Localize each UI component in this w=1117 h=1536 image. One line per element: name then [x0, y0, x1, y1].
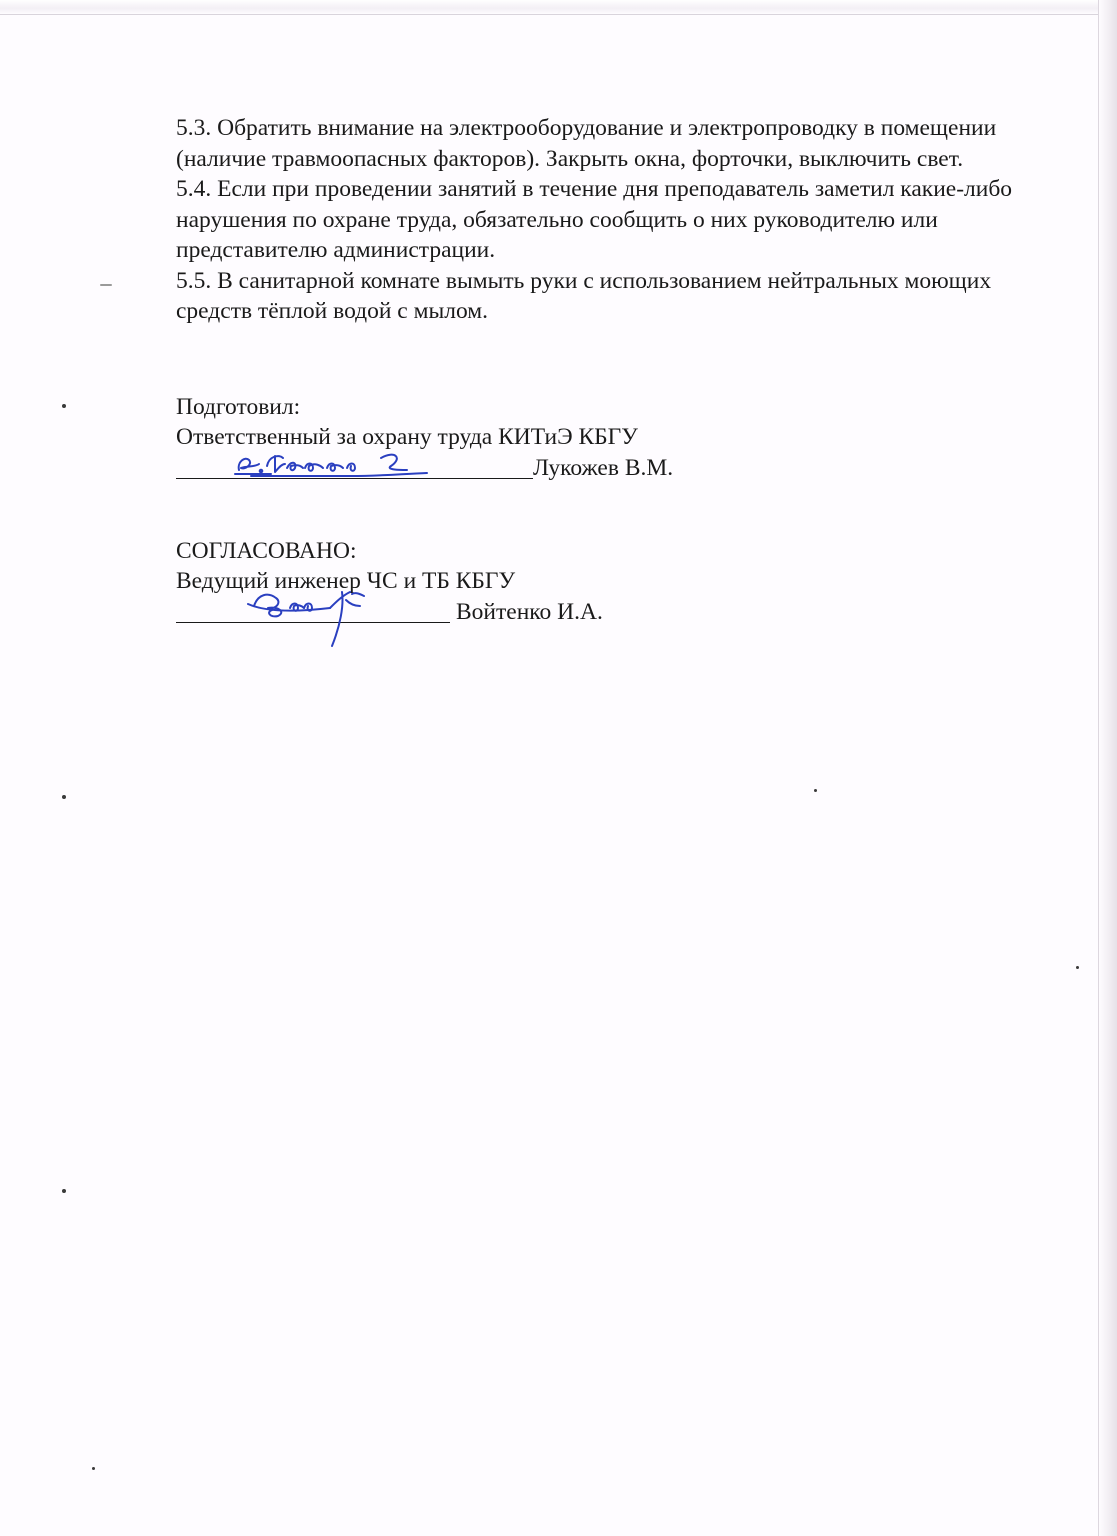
instruction-text [176, 113, 1026, 327]
prepared-block [176, 393, 976, 483]
approved-name: Войтенко И.А. [456, 598, 603, 625]
signature-lukozhev [231, 440, 471, 484]
approved-heading: СОГЛАСОВАНО: [176, 538, 357, 564]
prepared-position: Ответственный за охрану труда КИТиЭ КБГУ [176, 423, 638, 450]
approved-signature-row [176, 596, 976, 627]
paragraph-5-3: 5.3. Обратить внимание на электрооборудование и электропроводку в помещении (наличие травмоопасных факторов). Закрыть окна, форточки, выключить свет. [176, 115, 997, 172]
scan-right-edge [1098, 0, 1117, 1536]
scan-top-edge [0, 0, 1117, 15]
approved-block [176, 537, 976, 627]
scan-speck [92, 1467, 95, 1470]
scan-speck [62, 404, 66, 408]
scan-speck [100, 284, 112, 286]
prepared-heading: Подготовил: [176, 394, 301, 420]
prepared-name: Лукожев В.М. [533, 454, 674, 481]
scan-speck [814, 789, 817, 792]
signature-voitenko [246, 582, 416, 652]
paragraph-5-5: 5.5. В санитарной комнате вымыть руки с использованием нейтральных моющих средств тёплой водой с мылом. [176, 267, 992, 324]
scan-speck [62, 795, 66, 799]
approved-position: Ведущий инженер ЧС и ТБ КБГУ [176, 567, 516, 594]
scan-speck [1076, 966, 1079, 969]
scan-speck [62, 1189, 66, 1193]
prepared-signature-row [176, 452, 976, 483]
paragraph-5-4: 5.4. Если при проведении занятий в течение дня преподаватель заметил какие-либо нарушения по охране труда, обязательно сообщить о них руководителю или представителю администрации. [176, 176, 1013, 263]
